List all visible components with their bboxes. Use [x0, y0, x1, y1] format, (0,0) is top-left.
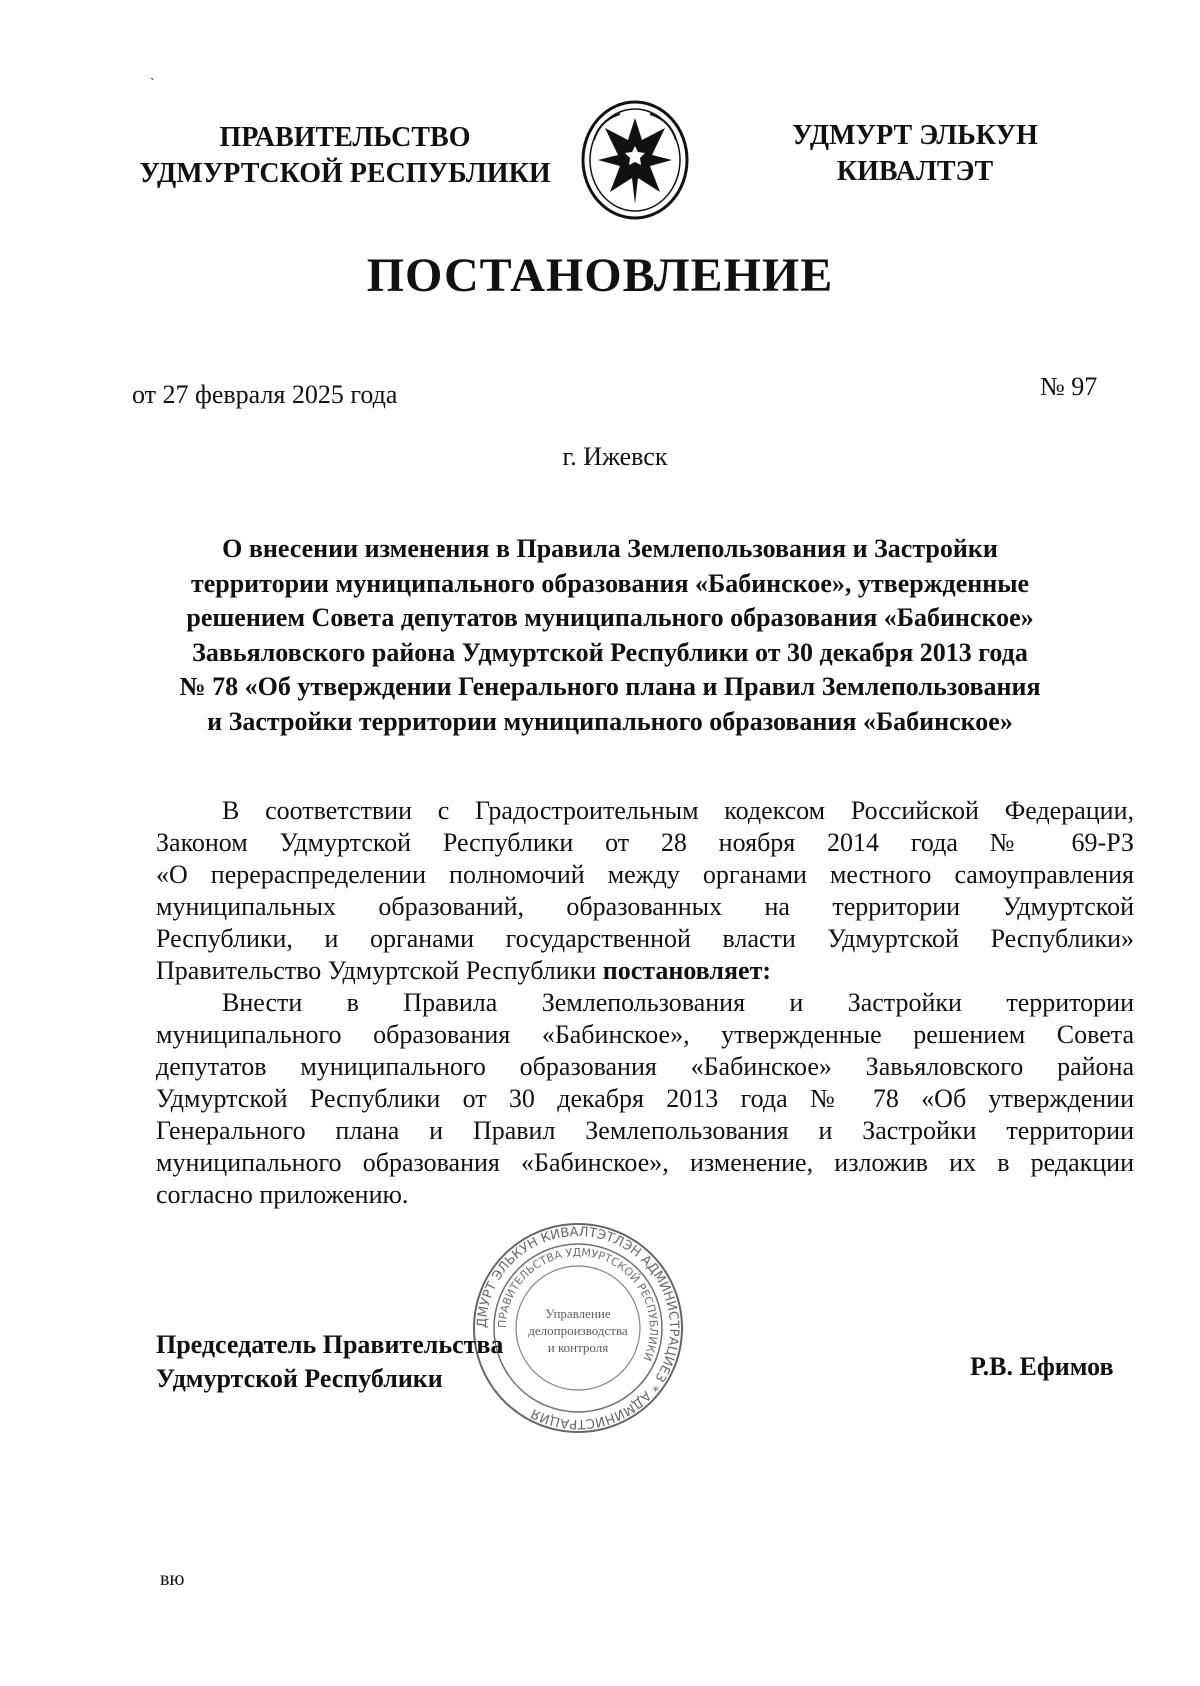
signatory-position [156, 1328, 503, 1396]
paragraph-line: депутатов муниципального образования «Бабинское» Завьяловского района [156, 1052, 1134, 1081]
header-left-line1: ПРАВИТЕЛЬСТВО [219, 122, 471, 153]
paragraph-line: «О перераспределении полномочий между органами местного самоуправления [156, 860, 1134, 889]
signatory-position-line2: Удмуртской Республики [156, 1364, 443, 1393]
document-heading [160, 532, 1060, 739]
stamp-center-line: и контроля [547, 1340, 609, 1355]
paragraph-line: Удмуртской Республики от 30 декабря 2013 года № 78 «Об утверждении [156, 1084, 1134, 1113]
signatory-name: Р.В. Ефимов [970, 1352, 1114, 1381]
document-number: № 97 [1040, 372, 1098, 401]
header-left-line2: УДМУРТСКОЙ РЕСПУБЛИКИ [139, 158, 551, 189]
executor-initials: вю [160, 1568, 185, 1590]
paragraph-line: Законом Удмуртской Республики от 28 ноября 2014 года № 69-РЗ [156, 828, 1134, 857]
header-right [780, 118, 1050, 190]
scan-mark: ˎ [150, 66, 155, 81]
signatory-position-line1: Председатель Правительства [156, 1330, 504, 1359]
paragraph-line: согласно приложению. [156, 1180, 409, 1209]
document-body [156, 795, 1134, 1211]
document-title: ПОСТАНОВЛЕНИЕ [366, 249, 834, 302]
header-left [130, 120, 560, 192]
official-stamp [468, 1218, 688, 1438]
heading-line: и Застройки территории муниципального образования «Бабинское» [207, 706, 1013, 736]
header-right-line2: КИВАЛТЭТ [836, 156, 994, 187]
heading-line: решением Совета депутатов муниципального образования «Бабинское» [186, 603, 1034, 632]
paragraph-line: муниципальных образований, образованных на территории Удмуртской [156, 892, 1134, 921]
udmurt-emblem-icon [580, 100, 690, 220]
stamp-outer-text: ДМУРТ ЭЛЬКУН КИВАЛТЭТЛЭН АДМИНИСТРАЦИЕЗ * АДМИНИСТРАЦИЯ [474, 1224, 682, 1432]
stamp-center-line: Управление [545, 1306, 611, 1321]
heading-line: Завьяловского района Удмуртской Республики от 30 декабря 2013 года [192, 637, 1028, 667]
paragraph-line: муниципального образования «Бабинское», утвержденные решением Совета [156, 1020, 1134, 1049]
stamp-inner-text: ПРАВИТЕЛЬСТВА УДМУРТСКОЙ РЕСПУБЛИКИ [495, 1245, 661, 1363]
header-right-line1: УДМУРТ ЭЛЬКУН [792, 120, 1038, 151]
paragraph-text: Правительство Удмуртской Республики [156, 956, 603, 985]
paragraph-line [156, 955, 1134, 987]
paragraph-line: В соответствии с Градостроительным кодексом Российской Федерации, [222, 796, 1134, 825]
document-city: г. Ижевск [562, 442, 668, 471]
decree-verb: постановляет: [602, 956, 771, 985]
document-date: от 27 февраля 2025 года [132, 380, 398, 409]
stamp-center-line: делопроизводства [528, 1323, 628, 1338]
paragraph-line: Генерального плана и Правил Землепользования и Застройки территории [156, 1116, 1134, 1145]
heading-line: № 78 «Об утверждении Генерального плана и Правил Землепользования [179, 672, 1041, 701]
heading-line: О внесении изменения в Правила Землепользования и Застройки [222, 534, 998, 563]
paragraph-line: Внести в Правила Землепользования и Застройки территории [222, 988, 1134, 1017]
paragraph-line: муниципального образования «Бабинское», изменение, изложив их в редакции [156, 1148, 1134, 1177]
paragraph-line: Республики, и органами государственной власти Удмуртской Республики» [156, 924, 1134, 953]
heading-line: территории муниципального образования «Бабинское», утвержденные [190, 568, 1030, 598]
